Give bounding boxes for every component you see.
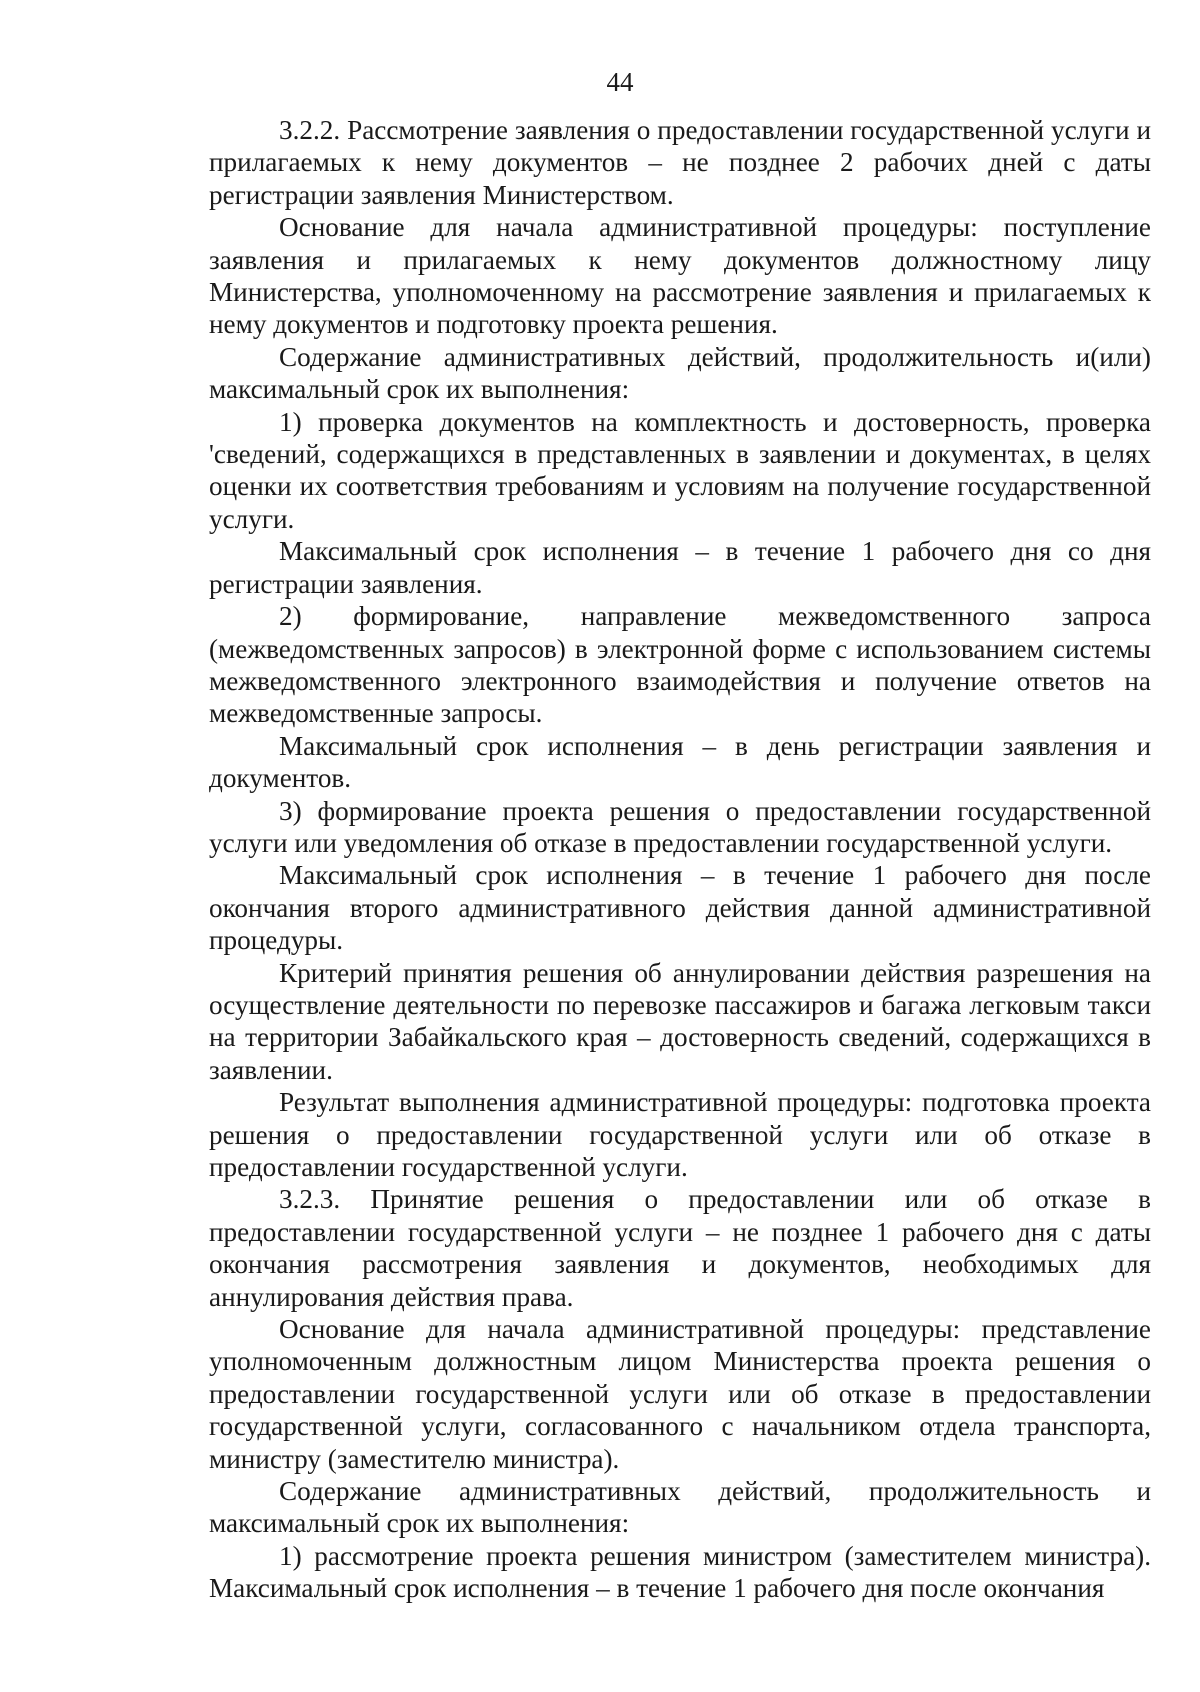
paragraph-deadline-1: Максимальный срок исполнения – в течение 1 рабочего дня со дня регистрации заявления. [209, 536, 1151, 599]
paragraph-step-1: 1) проверка документов на комплектность и достоверность, проверка 'сведений, содержащихся в представленных в заявлении и документах, в целях оценки их соответствия требованиям и условиям на получение государственной услуги. [209, 406, 1151, 534]
paragraph-review-step: 1) рассмотрение проекта решения министром (заместителем министра). Максимальный срок исполнения – в течение 1 рабочего дня после окончания [209, 1540, 1151, 1604]
paragraph-step-2: 2) формирование, направление межведомственного запроса (межведомственных запросов) в электронной форме с использованием системы межведомственного электронного взаимодействия и получение ответов на межведомственные запросы. [209, 601, 1151, 729]
paragraph-basis: Основание для начала административной процедуры: поступление заявления и прилагаемых к нему документов должностному лицу Министерства, уполномоченному на рассмотрение заявления и прилагаемых к нему документов и подготовку проекта решения. [209, 212, 1151, 340]
paragraph-3-2-2: 3.2.2. Рассмотрение заявления о предоставлении государственной услуги и прилагаемых к нему документов – не позднее 2 рабочих дней с даты регистрации заявления Министерством. [209, 115, 1151, 210]
document-body [209, 114, 1151, 1605]
paragraph-basis-2: Основание для начала административной процедуры: представление уполномоченным должностным лицом Министерства проекта решения о предоставлении государственной услуги или об отказе в предоставлении государственной услуги, согласованного с начальником отдела транспорта, министру (заместителю министра). [209, 1314, 1151, 1474]
paragraph-deadline-3: Максимальный срок исполнения – в течение 1 рабочего дня после окончания второго административного действия данной административной процедуры. [209, 860, 1151, 956]
paragraph-result: Результат выполнения административной процедуры: подготовка проекта решения о предоставлении государственной услуги или об отказе в предоставлении государственной услуги. [209, 1087, 1151, 1182]
paragraph-3-2-3: 3.2.3. Принятие решения о предоставлении или об отказе в предоставлении государственной услуги – не позднее 1 рабочего дня с даты окончания рассмотрения заявления и документов, необходимых для аннулирования действия права. [209, 1184, 1151, 1312]
paragraph-criterion: Критерий принятия решения об аннулировании действия разрешения на осуществление деятельности по перевозке пассажиров и багажа легковым такси на территории Забайкальского края – достоверность сведений, содержащихся в заявлении. [209, 957, 1151, 1085]
paragraph-actions-content-2: Содержание административных действий, продолжительность и максимальный срок их выполнения: [209, 1476, 1151, 1539]
page-number: 44 [606, 67, 634, 97]
paragraph-actions-content: Содержание административных действий, продолжительность и(или) максимальный срок их выполнения: [209, 341, 1151, 405]
paragraph-step-3: 3) формирование проекта решения о предоставлении государственной услуги или уведомления об отказе в предоставлении государственной услуги. [209, 795, 1151, 858]
paragraph-deadline-2: Максимальный срок исполнения – в день регистрации заявления и документов. [209, 730, 1151, 794]
